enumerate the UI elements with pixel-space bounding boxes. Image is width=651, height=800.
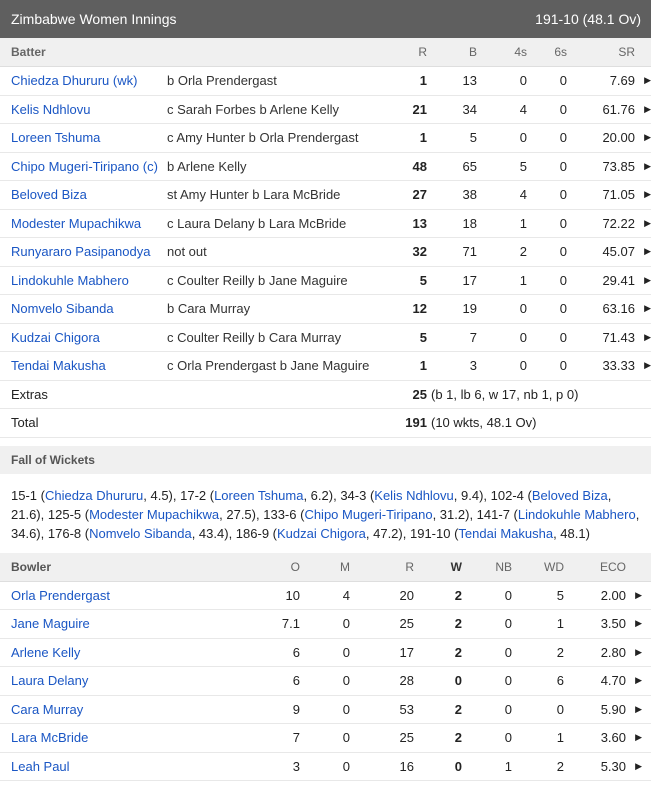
fours-cell: 0 — [519, 358, 527, 374]
runs-cell: 12 — [412, 301, 427, 317]
wicket-score: 176-8 ( — [47, 525, 90, 541]
dismissal-text: st Amy Hunter b Lara McBride — [167, 187, 341, 203]
wicket-batter-link[interactable]: Beloved Biza — [531, 487, 608, 503]
dismissal-text: not out — [167, 244, 207, 260]
fours-cell: 0 — [519, 301, 527, 317]
chevron-right-icon[interactable]: ▶ — [644, 360, 651, 371]
wides-cell: 6 — [556, 673, 564, 689]
runs-cell: 1 — [419, 130, 427, 146]
wicket-batter-link[interactable]: Loreen Tshuma — [214, 487, 304, 503]
wicket-over: , 43.4) — [191, 525, 229, 541]
no-balls-cell: 0 — [504, 673, 512, 689]
maidens-cell: 0 — [342, 758, 350, 774]
dismissal-text: c Amy Hunter b Orla Prendergast — [167, 130, 359, 146]
sixes-cell: 0 — [559, 272, 567, 288]
header-balls: B — [468, 45, 477, 59]
runs-cell: 1 — [419, 73, 427, 89]
header-maidens: M — [340, 559, 350, 574]
innings-header — [0, 0, 651, 38]
wicket-batter-link[interactable]: Modester Mupachikwa — [89, 506, 220, 522]
dismissal-text: c Coulter Reilly b Cara Murray — [167, 329, 342, 345]
chevron-right-icon[interactable]: ▶ — [635, 760, 642, 771]
sixes-cell: 0 — [559, 73, 567, 89]
header-runs-conceded: R — [405, 559, 414, 574]
batter-row — [0, 210, 651, 239]
chevron-right-icon[interactable]: ▶ — [644, 246, 651, 257]
wickets-cell: 2 — [454, 587, 462, 603]
strike-rate-cell: 20.00 — [602, 130, 635, 146]
sixes-cell: 0 — [559, 101, 567, 117]
overs-cell: 7.1 — [281, 616, 300, 632]
header-wides: WD — [544, 559, 564, 574]
bowler-row — [0, 639, 651, 668]
wicket-over: , 4.5) — [143, 487, 173, 503]
maidens-cell: 4 — [342, 587, 350, 603]
maidens-cell: 0 — [342, 701, 350, 717]
wides-cell: 1 — [556, 730, 564, 746]
wicket-batter-link[interactable]: Tendai Makusha — [458, 525, 554, 541]
bowler-name-link[interactable]: Lara McBride — [11, 730, 89, 746]
wicket-over: , 34.6) — [11, 506, 640, 541]
wicket-score: 15-1 ( — [11, 487, 45, 503]
maidens-cell: 0 — [342, 616, 350, 632]
fall-of-wickets-header — [0, 446, 651, 474]
batter-row — [0, 295, 651, 324]
wicket-score: 34-3 ( — [340, 487, 375, 503]
bowler-name-link[interactable]: Cara Murray — [11, 701, 84, 717]
strike-rate-cell: 7.69 — [609, 73, 635, 89]
batter-row — [0, 124, 651, 153]
wicket-over: , 21.6) — [11, 487, 612, 522]
dismissal-text: c Sarah Forbes b Arlene Kelly — [167, 101, 339, 117]
header-batter: Batter — [11, 45, 46, 59]
no-balls-cell: 1 — [504, 758, 512, 774]
balls-cell: 19 — [462, 301, 477, 317]
innings-score: 191-10 (48.1 Ov) — [535, 11, 641, 27]
strike-rate-cell: 61.76 — [602, 101, 635, 117]
dismissal-text: b Arlene Kelly — [167, 158, 247, 174]
bowler-name-link[interactable]: Orla Prendergast — [11, 587, 110, 603]
batter-row — [0, 238, 651, 267]
wicket-over: , 47.2) — [365, 525, 403, 541]
strike-rate-cell: 29.41 — [602, 272, 635, 288]
total-row — [0, 409, 651, 438]
innings-title: Zimbabwe Women Innings — [11, 11, 177, 27]
header-overs: O — [290, 559, 300, 574]
wicket-batter-link[interactable]: Kelis Ndhlovu — [374, 487, 454, 503]
batter-name-link[interactable]: Runyararo Pasipanodya — [11, 244, 151, 260]
runs-cell: 48 — [412, 158, 427, 174]
total-value: 191 — [405, 415, 427, 431]
dismissal-text: b Orla Prendergast — [167, 73, 277, 89]
no-balls-cell: 0 — [504, 701, 512, 717]
wickets-cell: 0 — [454, 673, 462, 689]
wickets-cell: 2 — [454, 616, 462, 632]
wickets-cell: 2 — [454, 701, 462, 717]
wicket-over: , 9.4) — [453, 487, 484, 503]
balls-cell: 65 — [462, 158, 477, 174]
chevron-right-icon[interactable]: ▶ — [644, 303, 651, 314]
runs-cell: 21 — [412, 101, 427, 117]
wicket-over: , 6.2) — [303, 487, 334, 503]
chevron-right-icon[interactable]: ▶ — [644, 274, 651, 285]
wides-cell: 1 — [556, 616, 564, 632]
chevron-right-icon[interactable]: ▶ — [644, 132, 651, 143]
chevron-right-icon[interactable]: ▶ — [635, 675, 642, 686]
wickets-cell: 2 — [454, 730, 462, 746]
wicket-batter-link[interactable]: Chipo Mugeri-Tiripano — [304, 506, 433, 522]
maidens-cell: 0 — [342, 730, 350, 746]
bowling-header-row — [0, 553, 651, 582]
wides-cell: 2 — [556, 758, 564, 774]
wicket-batter-link[interactable]: Nomvelo Sibanda — [89, 525, 192, 541]
batter-row — [0, 352, 651, 381]
overs-cell: 6 — [292, 673, 300, 689]
economy-cell: 3.50 — [600, 616, 626, 632]
batter-row — [0, 267, 651, 296]
batter-name-link[interactable]: Beloved Biza — [11, 187, 87, 203]
fours-cell: 2 — [519, 244, 527, 260]
chevron-right-icon[interactable]: ▶ — [635, 732, 642, 743]
balls-cell: 13 — [462, 73, 477, 89]
bowler-name-link[interactable]: Jane Maguire — [11, 616, 90, 632]
overs-cell: 3 — [292, 758, 300, 774]
wicket-score: 141-7 ( — [476, 506, 518, 522]
bowler-name-link[interactable]: Laura Delany — [11, 673, 89, 689]
header-bowler: Bowler — [11, 559, 52, 574]
batting-header-row — [0, 38, 651, 67]
maidens-cell: 0 — [342, 673, 350, 689]
batter-row — [0, 181, 651, 210]
runs-cell: 5 — [419, 329, 427, 345]
runs-conceded-cell: 25 — [399, 730, 414, 746]
sixes-cell: 0 — [559, 130, 567, 146]
runs-conceded-cell: 25 — [399, 616, 414, 632]
bowler-row — [0, 610, 651, 639]
strike-rate-cell: 33.33 — [602, 358, 635, 374]
wides-cell: 0 — [556, 701, 564, 717]
total-label: Total — [11, 415, 39, 431]
economy-cell: 2.80 — [600, 644, 626, 660]
strike-rate-cell: 72.22 — [602, 215, 635, 231]
strike-rate-cell: 71.05 — [602, 187, 635, 203]
chevron-right-icon[interactable]: ▶ — [635, 618, 642, 629]
runs-conceded-cell: 53 — [399, 701, 414, 717]
wicket-over: , 31.2) — [432, 506, 470, 522]
runs-cell: 13 — [412, 215, 427, 231]
balls-cell: 17 — [462, 272, 477, 288]
fours-cell: 4 — [519, 101, 527, 117]
header-no-balls: NB — [495, 559, 512, 574]
wicket-batter-link[interactable]: Lindokuhle Mabhero — [517, 506, 636, 522]
strike-rate-cell: 45.07 — [602, 244, 635, 260]
fours-cell: 0 — [519, 130, 527, 146]
batter-name-link[interactable]: Kudzai Chigora — [11, 329, 100, 345]
fours-cell: 1 — [519, 272, 527, 288]
batter-name-link[interactable]: Chiedza Dhururu (wk) — [11, 73, 138, 89]
fours-cell: 4 — [519, 187, 527, 203]
batter-row — [0, 96, 651, 125]
economy-cell: 5.90 — [600, 701, 626, 717]
wicket-over: , 27.5) — [219, 506, 256, 522]
bowler-row — [0, 667, 651, 696]
bowler-name-link[interactable]: Leah Paul — [11, 758, 70, 774]
runs-conceded-cell: 16 — [399, 758, 414, 774]
chevron-right-icon[interactable]: ▶ — [635, 589, 642, 600]
chevron-right-icon[interactable]: ▶ — [644, 75, 651, 86]
fours-cell: 0 — [519, 73, 527, 89]
overs-cell: 7 — [292, 730, 300, 746]
sixes-cell: 0 — [559, 244, 567, 260]
runs-cell: 27 — [412, 187, 427, 203]
runs-conceded-cell: 28 — [399, 673, 414, 689]
bowler-row — [0, 753, 651, 782]
runs-conceded-cell: 17 — [399, 644, 414, 660]
fall-of-wickets-list: 15-1 (Chiedza Dhururu, 4.5), 17-2 (Loreen Tshuma, 6.2), 34-3 (Kelis Ndhlovu, 9.4), 102-4 (Beloved Biza, 21.6), 125-5 (Modester Mupachikwa, 27.5), 133-6 (Chipo Mugeri-Tiripano, 31.2), 141-7 (Lindokuhle Mabhero, 34.6), 176-8 (Nomvelo Sibanda, 43.4), 186-9 (Kudzai Chigora, 47.2), 191-10 (Tendai Makusha, 48.1) — [11, 487, 640, 541]
balls-cell: 7 — [469, 329, 477, 345]
chevron-right-icon[interactable]: ▶ — [644, 217, 651, 228]
sixes-cell: 0 — [559, 329, 567, 345]
extras-row — [0, 381, 651, 410]
wicket-batter-link[interactable]: Chiedza Dhururu — [44, 487, 144, 503]
wicket-score: 133-6 ( — [263, 506, 305, 522]
bowling-table — [0, 582, 651, 782]
header-strike-rate: SR — [618, 45, 635, 59]
balls-cell: 34 — [462, 101, 477, 117]
batter-name-link[interactable]: Loreen Tshuma — [11, 130, 101, 146]
extras-value: 25 — [412, 386, 427, 402]
batter-name-link[interactable]: Chipo Mugeri-Tiripano (c) — [11, 158, 158, 174]
total-detail: (10 wkts, 48.1 Ov) — [431, 415, 537, 431]
economy-cell: 3.60 — [600, 730, 626, 746]
chevron-right-icon[interactable]: ▶ — [644, 103, 651, 114]
balls-cell: 3 — [469, 358, 477, 374]
wicket-score: 125-5 ( — [47, 506, 90, 522]
wicket-over: , 48.1) — [553, 525, 590, 541]
batter-name-link[interactable]: Lindokuhle Mabhero — [11, 272, 129, 288]
header-runs: R — [418, 45, 427, 59]
wickets-cell: 0 — [454, 758, 462, 774]
chevron-right-icon[interactable]: ▶ — [644, 331, 651, 342]
runs-cell: 32 — [412, 244, 427, 260]
no-balls-cell: 0 — [504, 730, 512, 746]
wides-cell: 5 — [556, 587, 564, 603]
sixes-cell: 0 — [559, 215, 567, 231]
no-balls-cell: 0 — [504, 587, 512, 603]
balls-cell: 71 — [462, 244, 477, 260]
extras-detail: (b 1, lb 6, w 17, nb 1, p 0) — [431, 386, 579, 402]
maidens-cell: 0 — [342, 644, 350, 660]
chevron-right-icon[interactable]: ▶ — [644, 160, 651, 171]
balls-cell: 18 — [462, 215, 477, 231]
strike-rate-cell: 71.43 — [602, 329, 635, 345]
strike-rate-cell: 73.85 — [602, 158, 635, 174]
balls-cell: 38 — [462, 187, 477, 203]
chevron-right-icon[interactable]: ▶ — [635, 703, 642, 714]
batter-row — [0, 153, 651, 182]
batter-name-link[interactable]: Modester Mupachikwa — [11, 215, 142, 231]
overs-cell: 9 — [292, 701, 300, 717]
overs-cell: 6 — [292, 644, 300, 660]
header-wickets: W — [450, 559, 462, 574]
no-balls-cell: 0 — [504, 616, 512, 632]
overs-cell: 10 — [285, 587, 300, 603]
batter-row — [0, 324, 651, 353]
runs-cell: 1 — [419, 358, 427, 374]
fours-cell: 0 — [519, 329, 527, 345]
wickets-cell: 2 — [454, 644, 462, 660]
dismissal-text: c Laura Delany b Lara McBride — [167, 215, 347, 231]
header-sixes: 6s — [554, 45, 567, 59]
economy-cell: 2.00 — [600, 587, 626, 603]
wicket-score: 17-2 ( — [180, 487, 215, 503]
sixes-cell: 0 — [559, 158, 567, 174]
strike-rate-cell: 63.16 — [602, 301, 635, 317]
chevron-right-icon[interactable]: ▶ — [635, 646, 642, 657]
no-balls-cell: 0 — [504, 644, 512, 660]
sixes-cell: 0 — [559, 187, 567, 203]
wicket-score: 191-10 ( — [409, 525, 459, 541]
wicket-batter-link[interactable]: Kudzai Chigora — [277, 525, 366, 541]
header-fours: 4s — [514, 45, 527, 59]
batter-row — [0, 67, 651, 96]
economy-cell: 5.30 — [600, 758, 626, 774]
batter-name-link[interactable]: Kelis Ndhlovu — [11, 101, 91, 117]
bowler-row — [0, 724, 651, 753]
batter-name-link[interactable]: Nomvelo Sibanda — [11, 301, 114, 317]
wides-cell: 2 — [556, 644, 564, 660]
batting-table — [0, 67, 651, 381]
fall-of-wickets-title: Fall of Wickets — [11, 452, 95, 467]
header-economy: ECO — [599, 559, 626, 574]
runs-conceded-cell: 20 — [399, 587, 414, 603]
dismissal-text: b Cara Murray — [167, 301, 251, 317]
batter-name-link[interactable]: Tendai Makusha — [11, 358, 106, 374]
wicket-score: 186-9 ( — [235, 525, 277, 541]
dismissal-text: c Orla Prendergast b Jane Maguire — [167, 358, 370, 374]
wicket-score: 102-4 ( — [490, 487, 532, 503]
extras-label: Extras — [11, 386, 48, 402]
sixes-cell: 0 — [559, 301, 567, 317]
bowler-row — [0, 582, 651, 611]
chevron-right-icon[interactable]: ▶ — [644, 189, 651, 200]
dismissal-text: c Coulter Reilly b Jane Maguire — [167, 272, 348, 288]
sixes-cell: 0 — [559, 358, 567, 374]
fours-cell: 5 — [519, 158, 527, 174]
balls-cell: 5 — [469, 130, 477, 146]
economy-cell: 4.70 — [600, 673, 626, 689]
bowler-row — [0, 696, 651, 725]
bowler-name-link[interactable]: Arlene Kelly — [11, 644, 81, 660]
runs-cell: 5 — [419, 272, 427, 288]
fours-cell: 1 — [519, 215, 527, 231]
